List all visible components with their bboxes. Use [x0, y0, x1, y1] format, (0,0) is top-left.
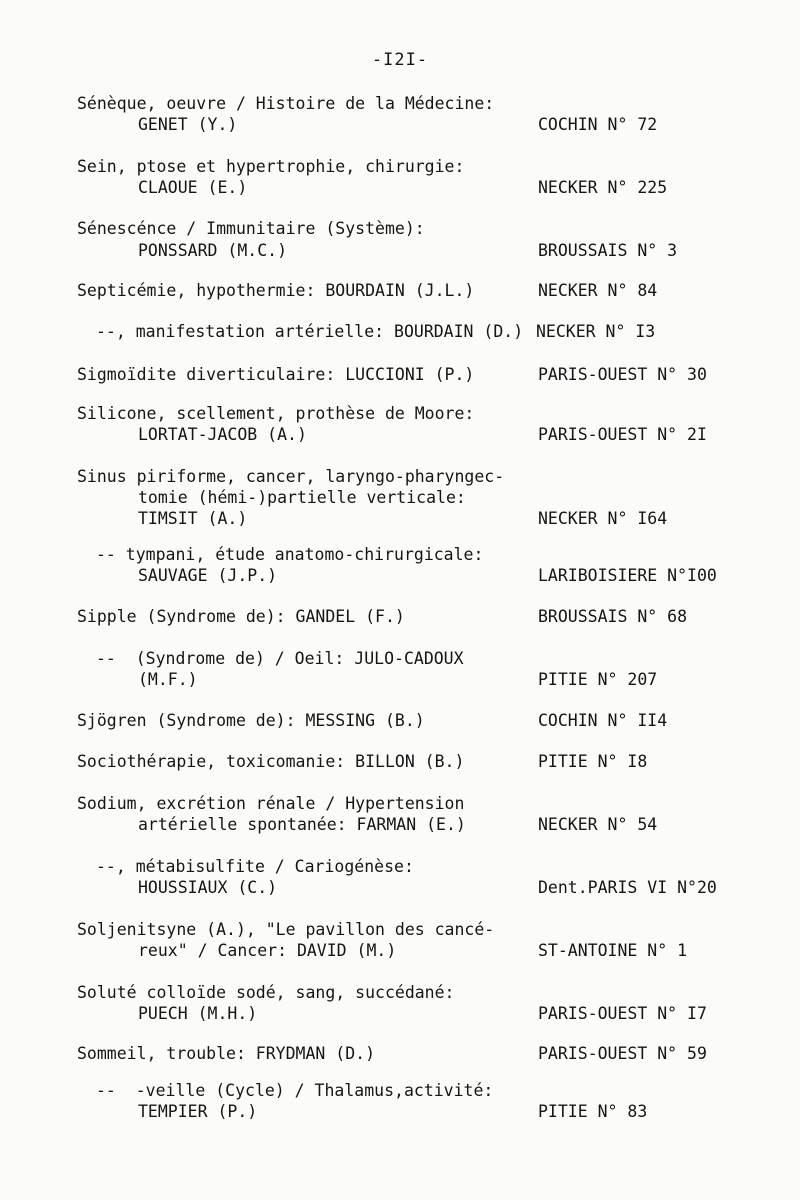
- entry-line: Sommeil, trouble: FRYDMAN (D.): [77, 1044, 376, 1063]
- entry-reference: PITIE N° I8: [538, 752, 648, 771]
- entry-line: Sigmoïdite diverticulaire: LUCCIONI (P.): [77, 365, 475, 384]
- entry-line: (M.F.): [138, 670, 198, 689]
- entry-line: Sociothérapie, toxicomanie: BILLON (B.): [77, 752, 465, 771]
- entry-line: -- (Syndrome de) / Oeil: JULO-CADOUX: [96, 649, 464, 668]
- entry-line: reux" / Cancer: DAVID (M.): [138, 941, 397, 960]
- entry-line: Sjögren (Syndrome de): MESSING (B.): [77, 711, 425, 730]
- entry-reference: NECKER N° I3: [536, 322, 656, 341]
- entry-line: LORTAT-JACOB (A.): [138, 425, 307, 444]
- entry-reference: PARIS-OUEST N° 2I: [538, 425, 707, 444]
- entry-reference: PARIS-OUEST N° 59: [538, 1044, 707, 1063]
- entry-line: Septicémie, hypothermie: BOURDAIN (J.L.): [77, 281, 475, 300]
- entry-line: SAUVAGE (J.P.): [138, 566, 278, 585]
- entry-reference: BROUSSAIS N° 3: [538, 241, 678, 260]
- entry-line: Sénescénce / Immunitaire (Système):: [77, 219, 425, 238]
- entry-reference: Dent.PARIS VI N°20: [538, 878, 717, 897]
- entry-reference: NECKER N° 54: [538, 815, 658, 834]
- entry-line: Sodium, excrétion rénale / Hypertension: [77, 794, 465, 813]
- entry-reference: LARIBOISIERE N°I00: [538, 566, 717, 585]
- entry-line: Soljenitsyne (A.), "Le pavillon des cancé-: [77, 920, 495, 939]
- entry-reference: PARIS-OUEST N° I7: [538, 1004, 707, 1023]
- entry-line: --, métabisulfite / Cariogénèse:: [96, 857, 414, 876]
- entry-reference: NECKER N° I64: [538, 509, 668, 528]
- entry-line: tomie (hémi-)partielle verticale:: [138, 488, 466, 507]
- entry-reference: PARIS-OUEST N° 30: [538, 365, 707, 384]
- entry-line: GENET (Y.): [138, 115, 238, 134]
- entry-line: Sein, ptose et hypertrophie, chirurgie:: [77, 157, 465, 176]
- entry-line: Soluté colloïde sodé, sang, succédané:: [77, 983, 455, 1002]
- entry-line: --, manifestation artérielle: BOURDAIN (D.): [96, 322, 524, 341]
- entry-reference: COCHIN N° 72: [538, 115, 658, 134]
- entry-line: artérielle spontanée: FARMAN (E.): [138, 815, 466, 834]
- entry-line: Sénèque, oeuvre / Histoire de la Médecine:: [77, 94, 495, 113]
- entry-reference: NECKER N° 84: [538, 281, 658, 300]
- entry-line: Sinus piriforme, cancer, laryngo-pharyngec-: [77, 467, 505, 486]
- entry-line: TEMPIER (P.): [138, 1102, 258, 1121]
- page-number: -I2I-: [371, 50, 429, 70]
- entry-line: Silicone, scellement, prothèse de Moore:: [77, 404, 475, 423]
- entry-line: PONSSARD (M.C.): [138, 241, 288, 260]
- entry-reference: ST-ANTOINE N° 1: [538, 941, 688, 960]
- entry-reference: BROUSSAIS N° 68: [538, 607, 688, 626]
- entry-line: -- -veille (Cycle) / Thalamus,activité:: [96, 1081, 494, 1100]
- entry-line: HOUSSIAUX (C.): [138, 878, 278, 897]
- entry-reference: NECKER N° 225: [538, 178, 668, 197]
- entry-line: CLAOUE (E.): [138, 178, 248, 197]
- entry-line: TIMSIT (A.): [138, 509, 248, 528]
- entry-reference: COCHIN N° II4: [538, 711, 668, 730]
- entry-reference: PITIE N° 207: [538, 670, 658, 689]
- entry-line: -- tympani, étude anatomo-chirurgicale:: [96, 545, 484, 564]
- entry-reference: PITIE N° 83: [538, 1102, 648, 1121]
- entry-line: Sipple (Syndrome de): GANDEL (F.): [77, 607, 405, 626]
- entry-line: PUECH (M.H.): [138, 1004, 258, 1023]
